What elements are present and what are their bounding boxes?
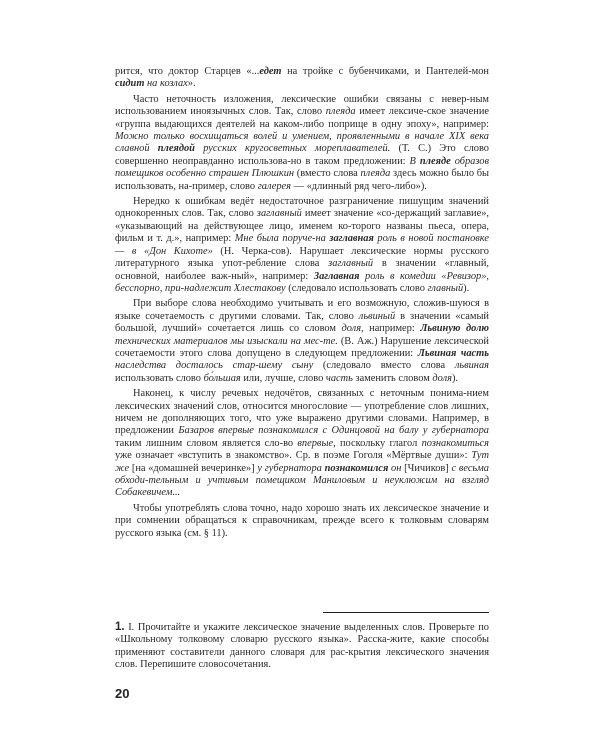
text-run: имеет лексиче-ское значение «группа выдающихся деятелей на каком-либо поприще в одну эпоху», например:: [115, 106, 489, 130]
text-run: (Н. Черка-сов). Нарушает лексические нормы русского литературного языка упот-ребление слова: [115, 245, 489, 270]
body-text: [115, 66, 489, 540]
text-run: имеет значение «со-держащий заглавие», «указывающий на действующее лицо, именем ко-торого названы пьеса, опера, фильм и т. д.», например:: [115, 208, 489, 245]
text-run: Чтобы употреблять слова точно, надо хорошо знать их лексическое значение и при сомнении обращаться к справочникам, прежде всего к толковым словарям русского языка (см. § 11).: [115, 502, 489, 539]
text-run: (Т. С.) Это слово совершенно неоправданно использова-но в таком предложении:: [115, 143, 489, 167]
text-run: заглавный: [328, 258, 374, 270]
text-run: Тут же: [115, 450, 489, 474]
paragraph: [115, 388, 489, 500]
text-run: Львиная часть: [417, 347, 489, 359]
text-run: галерея: [257, 180, 291, 192]
text-run: львиный: [358, 310, 396, 322]
text-run: рится, что доктор Старцев «...: [115, 66, 260, 77]
text-run: Заглавная: [313, 270, 360, 282]
text-run: Львиную долю: [420, 323, 490, 335]
page-number: 20: [115, 686, 130, 701]
paragraph: [115, 94, 489, 193]
text-run: сидит: [115, 78, 145, 90]
text-run: — «длинный ряд чего-либо»).: [291, 180, 427, 192]
text-run: ).: [463, 282, 470, 294]
paragraph: [115, 66, 489, 91]
text-run: плеяда: [360, 168, 391, 180]
text-run: образов помещиков особенно страшен Плюшкин: [115, 155, 489, 180]
text-run: ».: [187, 78, 196, 90]
text-run: часть: [325, 372, 353, 384]
text-run: использовать слово: [115, 372, 204, 384]
text-run: , например:: [361, 323, 421, 335]
text-run: заглавная: [329, 233, 374, 245]
text-run: наследства досталось стар-шему сыну: [115, 360, 314, 372]
text-run: на тройке с бубенчиками, и Пантелей-мон: [281, 66, 489, 77]
text-run: с весьма обходи-тельным и учтивым помещиком Маниловым и неуклюжим на взгляд Собакевичем...: [115, 462, 489, 499]
text-run: роль в комедии «Ревизор», бесспорно, при-надлежит Хлестакову: [115, 270, 489, 294]
text-run: впервые: [297, 437, 334, 449]
text-run: доля: [341, 323, 362, 335]
text-run: Наконец, к числу речевых недочётов, связанных с неточным понима-нием лексических значений слов, относится многословие — употребление слов лишних, ничем не дополняющих того, что уже выражено другими словами. Например, в предложении: [115, 388, 489, 437]
text-run: в значении «главный, основной, наиболее важ-ный», например:: [115, 258, 490, 282]
text-run: Мне была поруче-на: [234, 233, 330, 245]
text-run: (следовало использовать слово: [285, 282, 428, 294]
text-run: познакомиться: [421, 437, 489, 449]
text-run: Можно только восхищаться волей и умением, проявленными в начале XIX века славной: [115, 131, 489, 155]
text-run: познакомился: [324, 462, 389, 474]
text-run: уже означает «вступить в знакомство». Ср. в поэме Гоголя «Мёртвые души»:: [115, 450, 472, 462]
text-run: В: [409, 155, 420, 167]
text-run: доля: [432, 372, 452, 384]
text-run: плеядой: [157, 143, 195, 155]
text-run: (следовало вместо слова: [313, 360, 455, 372]
text-run: плеяде: [419, 155, 451, 167]
text-run: заглавный: [256, 208, 302, 220]
text-run: главный: [427, 282, 464, 294]
paragraph: [115, 196, 489, 295]
text-run: При выборе слова необходимо учитывать и его возможную, сложив-шуюся в языке сочетаемость с другими словами. Так, слово: [115, 298, 489, 322]
exercise-text: I. Прочитайте и укажите лексическое значение выделенных слов. Проверьте по «Школьному толковому словарю русского языка». Расска-жите, какие способы применяют составители данного словаря для рас-крытия лексического значения слов. Перепишите словосочетания.: [115, 622, 489, 671]
text-run: в значении «самый большой, лучший» сочетается лишь со словом: [115, 310, 489, 335]
text-run: плеяда: [325, 106, 356, 118]
text-run: или, лучше, слово: [240, 372, 326, 384]
text-run: , поскольку глагол: [333, 437, 422, 449]
text-run: заменить словом: [352, 372, 433, 384]
exercise-number: 1.: [115, 621, 125, 633]
text-run: у губернатора: [257, 462, 325, 474]
text-run: [Чичиков]: [401, 462, 452, 474]
text-run: [на «домашней вечеринке»]: [129, 462, 258, 474]
text-run: Нередко к ошибкам ведёт недостаточное разграничение пишущим значений однокоренных слов. Так, слово: [115, 196, 489, 220]
text-run: он: [388, 462, 402, 474]
text-run: (вместо слова: [294, 168, 361, 180]
exercise-block: [115, 621, 489, 672]
text-run: русских кругосветных мореплавателей.: [194, 143, 391, 155]
text-run: Часто неточность изложения, лексические ошибки связаны с невер-ным использованием иноязычных слов. Так, слово: [115, 93, 489, 118]
text-run: (В. Аж.) Нарушение лексической сочетаемости этого слова допущено в следующем предложении:: [115, 335, 489, 359]
paragraph: [115, 298, 489, 385]
text-run: Базаров впервые познакомился с Одинцовой на балу у губернатора: [178, 425, 489, 437]
text-run: едет: [259, 66, 282, 77]
text-run: львиная: [454, 360, 489, 372]
text-run: бо́льшая: [203, 372, 241, 384]
text-run: таким лишним словом является сло-во: [115, 437, 298, 449]
section-divider: [323, 612, 489, 613]
text-run: на козлах: [147, 78, 188, 90]
paragraph: [115, 503, 489, 540]
text-run: ).: [451, 372, 458, 384]
text-run: роль в новой постановке — в «Дон Кихоте»: [115, 233, 489, 257]
text-run: технических материалов мы изыскали на мес-те.: [115, 335, 338, 347]
text-run: здесь можно было бы использовать, на-пример, слово: [115, 168, 489, 192]
